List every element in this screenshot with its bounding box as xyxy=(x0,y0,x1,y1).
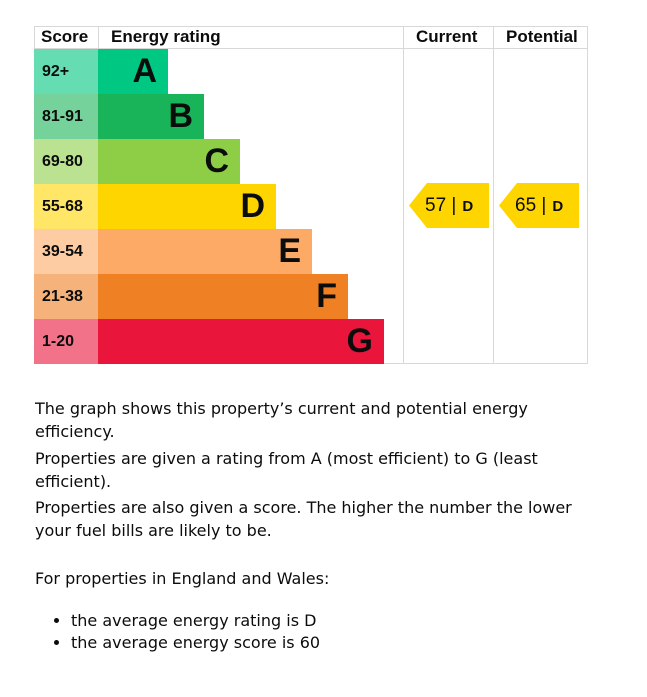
energy-rating-column-header: Energy rating xyxy=(111,27,221,46)
band-bar-b xyxy=(98,94,204,139)
band-letter: D xyxy=(240,187,265,225)
average-list xyxy=(35,610,320,654)
rating-description: Properties are given a rating from A (most efficient) to G (least efficient). xyxy=(35,449,538,491)
current-letter: D xyxy=(462,198,474,215)
band-score-d: 55-68 xyxy=(34,184,98,229)
band-score-e: 39-54 xyxy=(34,229,98,274)
potential-column-header: Potential xyxy=(506,27,578,46)
band-bar-c xyxy=(98,139,240,184)
score-description: Properties are also given a score. The higher the number the lower your fuel bills are likely to be. xyxy=(35,498,572,540)
band-letter: F xyxy=(316,277,337,315)
band-bar-d xyxy=(98,184,276,229)
band-bar-e xyxy=(98,229,312,274)
band-score-f: 21-38 xyxy=(34,274,98,319)
region-intro: For properties in England and Wales: xyxy=(35,569,330,588)
band-letter: A xyxy=(132,52,157,90)
graph-description: The graph shows this property’s current and potential energy efficiency. xyxy=(35,399,528,441)
band-letter: E xyxy=(278,232,301,270)
band-score-c: 69-80 xyxy=(34,139,98,184)
band-bar-g xyxy=(98,319,384,364)
list-item: • the average energy score is 60 xyxy=(71,632,320,654)
band-bar-a xyxy=(98,49,168,94)
potential-score: 65 | xyxy=(515,195,547,216)
current-score: 57 | xyxy=(425,195,457,216)
band-letter: C xyxy=(204,142,229,180)
band-letter: G xyxy=(346,322,373,360)
current-rating-badge xyxy=(409,183,489,228)
potential-letter: D xyxy=(552,198,564,215)
band-letter: B xyxy=(168,97,193,135)
current-column-header: Current xyxy=(416,27,478,46)
score-column-header: Score xyxy=(41,27,89,46)
energy-rating-graph xyxy=(34,26,588,364)
band-bar-f xyxy=(98,274,348,319)
band-score-b: 81-91 xyxy=(34,94,98,139)
band-score-a: 92+ xyxy=(34,49,98,94)
list-item: • the average energy rating is D xyxy=(71,610,320,632)
potential-rating-badge xyxy=(499,183,579,228)
band-score-g: 1-20 xyxy=(34,319,98,364)
